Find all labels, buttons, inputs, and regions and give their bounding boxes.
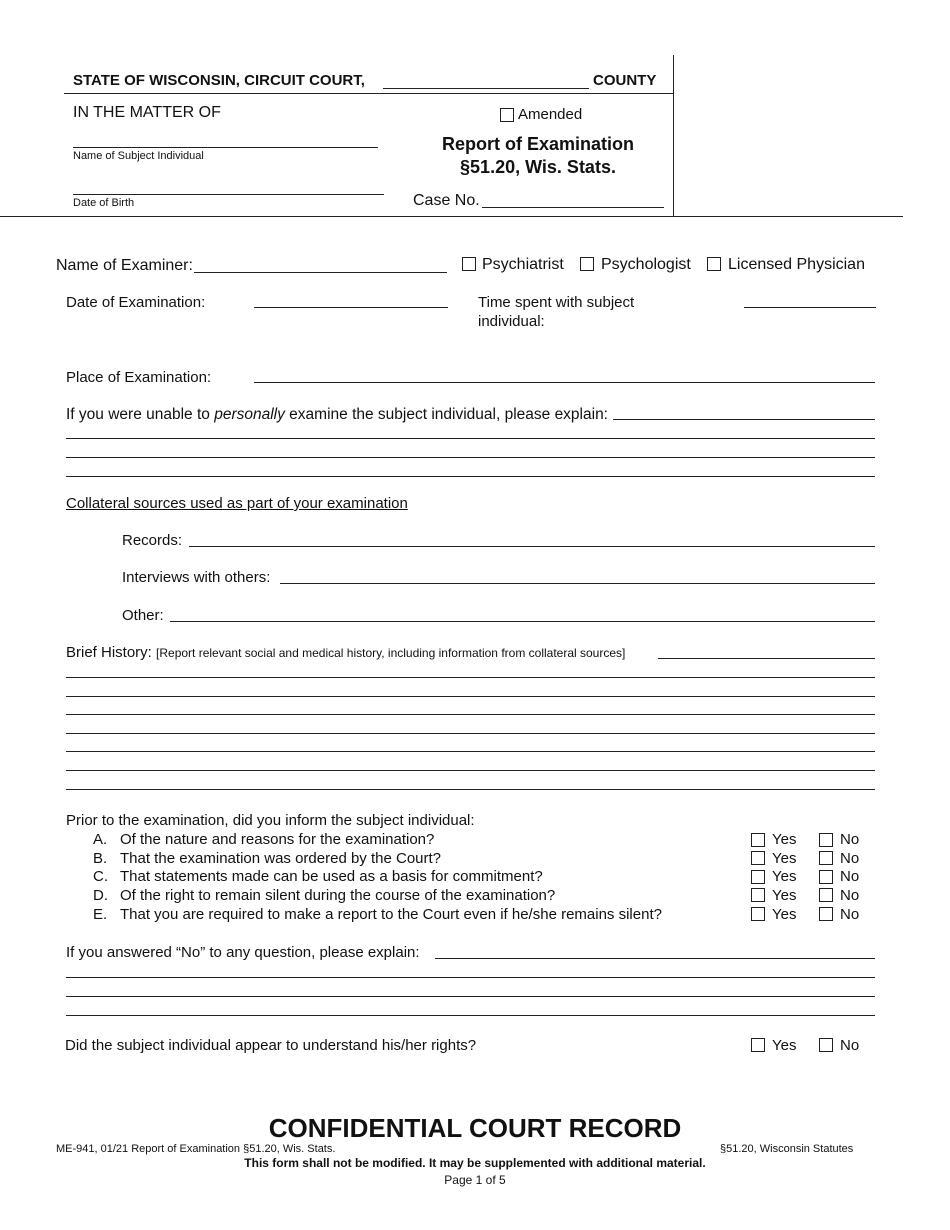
unable-explain-label: If you were unable to personally examine the subject individual, please explain: xyxy=(66,406,608,423)
no-label: No xyxy=(840,887,860,904)
interviews-field[interactable] xyxy=(280,583,875,584)
history-field-2[interactable] xyxy=(66,677,875,678)
confidential-banner: CONFIDENTIAL COURT RECORD xyxy=(268,1113,682,1143)
no-explain-field-3[interactable] xyxy=(66,996,875,997)
no-checkbox[interactable] xyxy=(819,851,833,865)
physician-checkbox[interactable] xyxy=(707,257,721,271)
history-field-5[interactable] xyxy=(66,733,875,734)
history-field-1[interactable] xyxy=(658,658,875,659)
item-letter: B. xyxy=(93,850,108,867)
yes-label: Yes xyxy=(772,831,797,848)
header-rule xyxy=(64,93,673,94)
yes-label: Yes xyxy=(772,906,797,923)
no-label: No xyxy=(840,850,860,867)
prior-intro: Prior to the examination, did you inform the subject individual: xyxy=(66,812,475,829)
psychiatrist-checkbox[interactable] xyxy=(462,257,476,271)
other-label: Other: xyxy=(122,607,164,624)
no-label: No xyxy=(840,831,860,848)
yes-label: Yes xyxy=(772,887,797,904)
item-text: Of the nature and reasons for the examination? xyxy=(120,831,435,848)
court-label: STATE OF WISCONSIN, CIRCUIT COURT, xyxy=(73,72,365,89)
unable-explain-field-1[interactable] xyxy=(613,419,875,420)
page-number: Page 1 of 5 xyxy=(444,1173,506,1187)
item-text: Of the right to remain silent during the course of the examination? xyxy=(120,887,556,904)
amended-checkbox[interactable] xyxy=(500,108,514,122)
history-label: Brief History: [Report relevant social and medical history, including information from collateral sources] xyxy=(66,644,626,661)
yes-checkbox[interactable] xyxy=(751,870,765,884)
examiner-name-label: Name of Examiner: xyxy=(56,257,193,274)
history-field-7[interactable] xyxy=(66,770,875,771)
physician-label: Licensed Physician xyxy=(728,256,865,273)
no-explain-label: If you answered “No” to any question, please explain: xyxy=(66,944,420,961)
understand-no-label: No xyxy=(840,1037,860,1054)
yes-checkbox[interactable] xyxy=(751,833,765,847)
item-letter: A. xyxy=(93,831,108,848)
history-field-8[interactable] xyxy=(66,789,875,790)
item-letter: E. xyxy=(93,906,108,923)
item-text: That statements made can be used as a basis for commitment? xyxy=(120,868,543,885)
item-text: That the examination was ordered by the Court? xyxy=(120,850,442,867)
subject-name-label: Name of Subject Individual xyxy=(73,150,204,162)
place-field[interactable] xyxy=(254,382,875,383)
amended-label: Amended xyxy=(518,106,583,123)
no-checkbox[interactable] xyxy=(819,833,833,847)
dob-label: Date of Birth xyxy=(73,197,135,209)
psychologist-label: Psychologist xyxy=(601,256,691,273)
other-field[interactable] xyxy=(170,621,875,622)
yes-checkbox[interactable] xyxy=(751,851,765,865)
county-field[interactable] xyxy=(383,88,589,89)
history-field-4[interactable] xyxy=(66,714,875,715)
no-explain-field-1[interactable] xyxy=(435,958,875,959)
records-label: Records: xyxy=(122,532,183,549)
modification-notice: This form shall not be modified. It may be supplemented with additional material. xyxy=(244,1156,706,1170)
understand-yes-checkbox[interactable] xyxy=(751,1038,765,1052)
records-field[interactable] xyxy=(189,546,875,547)
dob-field[interactable] xyxy=(73,194,384,195)
understand-no-checkbox[interactable] xyxy=(819,1038,833,1052)
no-label: No xyxy=(840,906,860,923)
item-letter: C. xyxy=(93,868,108,885)
time-spent-label-1: Time spent with subject xyxy=(478,294,635,311)
psychiatrist-label: Psychiatrist xyxy=(482,256,564,273)
history-field-6[interactable] xyxy=(66,751,875,752)
yes-label: Yes xyxy=(772,868,797,885)
case-no-field[interactable] xyxy=(482,207,664,208)
exam-date-label: Date of Examination: xyxy=(66,294,206,311)
examiner-name-field[interactable] xyxy=(194,272,447,273)
interviews-label: Interviews with others: xyxy=(122,569,271,586)
case-no-label: Case No. xyxy=(413,192,480,209)
understand-rights-label: Did the subject individual appear to understand his/her rights? xyxy=(65,1037,477,1054)
form-id: ME-941, 01/21 Report of Examination §51.20, Wis. Stats. xyxy=(56,1143,336,1155)
collateral-heading: Collateral sources used as part of your examination xyxy=(66,495,408,512)
unable-explain-field-4[interactable] xyxy=(66,476,875,477)
form-statute: §51.20, Wis. Stats. xyxy=(460,157,616,177)
no-checkbox[interactable] xyxy=(819,870,833,884)
no-checkbox[interactable] xyxy=(819,888,833,902)
statute-reference: §51.20, Wisconsin Statutes xyxy=(720,1143,854,1155)
unable-explain-field-2[interactable] xyxy=(66,438,875,439)
matter-label: IN THE MATTER OF xyxy=(73,104,221,121)
yes-label: Yes xyxy=(772,850,797,867)
history-field-3[interactable] xyxy=(66,696,875,697)
subject-name-field[interactable] xyxy=(73,147,378,148)
unable-explain-field-3[interactable] xyxy=(66,457,875,458)
time-spent-field[interactable] xyxy=(744,307,876,308)
yes-checkbox[interactable] xyxy=(751,907,765,921)
no-label: No xyxy=(840,868,860,885)
no-checkbox[interactable] xyxy=(819,907,833,921)
place-label: Place of Examination: xyxy=(66,369,212,386)
yes-checkbox[interactable] xyxy=(751,888,765,902)
item-letter: D. xyxy=(93,887,108,904)
county-label: COUNTY xyxy=(593,72,657,89)
no-explain-field-2[interactable] xyxy=(66,977,875,978)
exam-date-field[interactable] xyxy=(254,307,448,308)
understand-yes-label: Yes xyxy=(772,1037,797,1054)
form-title: Report of Examination xyxy=(441,134,634,154)
psychologist-checkbox[interactable] xyxy=(580,257,594,271)
no-explain-field-4[interactable] xyxy=(66,1015,875,1016)
header-bottom-rule xyxy=(0,216,903,217)
item-text: That you are required to make a report to the Court even if he/she remains silent? xyxy=(120,906,662,923)
time-spent-label-2: individual: xyxy=(478,313,545,330)
